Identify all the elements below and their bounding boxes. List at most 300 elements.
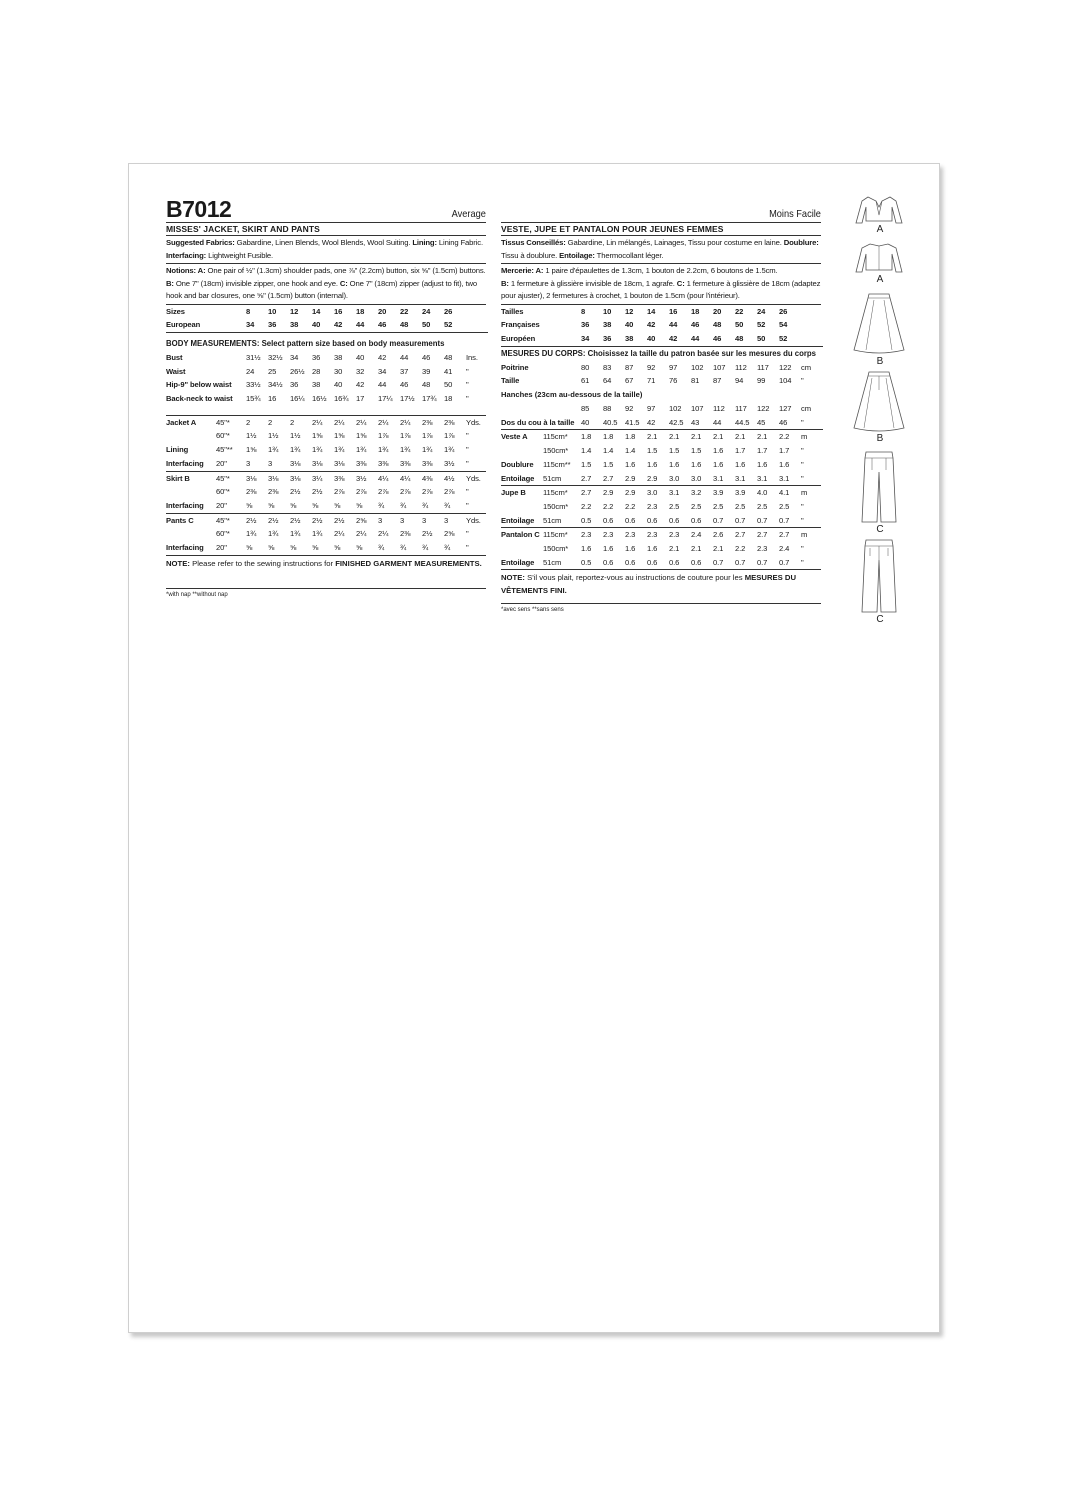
table-cell: " [801, 416, 823, 430]
notions-c-text: One 7" (18cm) zipper (adjust to fit), two hook and bar closures, one ⅝" (1.5cm) button (internal). [166, 278, 477, 300]
table-cell: " [466, 487, 469, 497]
table-cell: 20 [378, 306, 387, 316]
table-cell: 20" [216, 541, 246, 555]
table-cell: " [801, 376, 804, 386]
table-cell: 38 [334, 352, 343, 362]
table-cell: 3⅛ [246, 473, 257, 483]
table-cell: 2.1 [735, 432, 746, 442]
table-cell: m [801, 432, 808, 442]
figure-label-a: A [876, 224, 884, 235]
table-cell: 2.2 [603, 501, 614, 511]
notions-b-text: One 7" (18cm) invisible zipper, one hook and eye. [175, 278, 338, 288]
table-cell: 40 [581, 416, 603, 430]
pattern-title: MISSES' JACKET, SKIRT AND PANTS [166, 223, 486, 236]
table-cell: 45"* [216, 473, 230, 483]
table-cell: 3⅜ [422, 457, 444, 471]
table-cell: 3½ [356, 473, 367, 483]
table-cell: 0.6 [603, 514, 625, 528]
table-cell: 150cm* [543, 446, 569, 456]
table-cell: " [466, 380, 469, 390]
notions-a-text: One pair of ½" (1.3cm) shoulder pads, one ⅞" (2.2cm) button, six ⅝" (1.5cm) buttons. [207, 266, 486, 275]
table-cell: 0.6 [669, 514, 691, 528]
table-cell: 2.2 [625, 501, 636, 511]
notions-b-text-fr: 1 fermeture à glissière invisible de 18cm, 1 agrafe. [510, 278, 675, 288]
table-cell: " [466, 366, 469, 376]
table-cell: 1⅞ [422, 431, 433, 441]
table-cell: 1.7 [735, 446, 746, 456]
table-row [166, 365, 488, 379]
notions-paragraph-fr [501, 264, 821, 305]
table-cell: 1⅝ [356, 431, 367, 441]
table-cell: 2.1 [757, 432, 768, 442]
fabrics-paragraph [166, 236, 486, 264]
table-cell [166, 429, 216, 443]
table-cell: ⅝ [356, 499, 378, 513]
table-row [501, 318, 823, 332]
table-cell: 1.6 [779, 459, 790, 469]
table-cell: 45"* [216, 417, 230, 427]
table-cell: 1⅞ [378, 431, 389, 441]
table-cell: 2½ [246, 515, 257, 525]
table-cell: ¾ [378, 499, 400, 513]
difficulty-level-fr: Moins Facile [769, 208, 821, 220]
table-cell: 2.6 [713, 530, 724, 540]
table-cell: 2.7 [603, 472, 625, 486]
table-cell: 3.1 [735, 472, 757, 486]
table-row [501, 472, 821, 486]
table-cell: " [466, 457, 486, 471]
table-cell: Skirt B [166, 473, 190, 483]
table-cell: 36 [312, 352, 321, 362]
table-cell: 44 [691, 333, 700, 343]
table-cell: 2.9 [625, 472, 647, 486]
table-cell: 16 [268, 394, 277, 404]
english-column [166, 196, 486, 598]
table-cell: 3¼ [312, 473, 323, 483]
table-cell: 1¾ [290, 445, 301, 455]
table-cell: 1.6 [603, 544, 614, 554]
table-cell: " [801, 501, 804, 511]
table-cell: 32½ [268, 352, 283, 362]
table-cell: 2¼ [312, 417, 323, 427]
table-cell: 1.8 [625, 432, 636, 442]
table-cell: Back-neck to waist [166, 394, 233, 404]
table-cell: 38 [603, 320, 612, 330]
table-cell: 44 [356, 320, 365, 330]
table-cell: 1½ [290, 431, 301, 441]
table-cell: 42 [647, 320, 656, 330]
table-cell: 115cm** [543, 459, 571, 469]
size-table-fr [501, 305, 823, 347]
table-cell: 2½ [268, 515, 279, 525]
table-cell: 50 [444, 380, 453, 390]
table-cell: 3 [246, 457, 268, 471]
table-cell: 1¾ [422, 445, 433, 455]
table-cell: 1¾ [444, 445, 455, 455]
table-cell: 1.6 [691, 459, 702, 469]
table-cell: 3.9 [735, 488, 746, 498]
table-cell: 0.7 [713, 514, 735, 528]
table-cell: ¾ [444, 499, 466, 513]
table-cell: 2½ [312, 515, 323, 525]
table-cell: ⅝ [290, 541, 312, 555]
table-cell: ¾ [444, 541, 466, 555]
table-cell: 97 [647, 404, 656, 414]
table-row [501, 542, 821, 556]
flared-skirt-back-icon [852, 370, 906, 432]
table-cell: 2.1 [647, 432, 658, 442]
table-cell: 112 [735, 362, 747, 372]
table-cell: 45 [757, 416, 779, 430]
table-cell: Sizes [166, 306, 185, 316]
table-cell: 1.6 [647, 459, 658, 469]
table-cell: 51cm [543, 472, 581, 486]
table-row [501, 332, 823, 346]
table-cell: Tailles [501, 306, 524, 316]
table-cell: 1¾ [290, 529, 301, 539]
fabrics-label-fr: Tissus Conseillés: [501, 238, 566, 247]
table-cell: " [801, 446, 804, 456]
table-cell: 117 [735, 404, 747, 414]
pattern-title-fr: VESTE, JUPE ET PANTALON POUR JEUNES FEMMES [501, 223, 821, 236]
table-cell: 34 [290, 352, 299, 362]
table-cell: 0.7 [713, 556, 735, 570]
table-cell [166, 527, 216, 541]
table-cell: Pantalon C [501, 530, 540, 540]
table-cell: 1.7 [779, 446, 790, 456]
table-cell: 12 [290, 306, 299, 316]
difficulty-level: Average [451, 208, 486, 220]
table-cell: Taille [501, 376, 520, 386]
table-cell: 0.5 [581, 514, 603, 528]
table-cell: 2⅜ [268, 487, 279, 497]
table-cell: 38 [625, 333, 634, 343]
table-cell: 17¼ [378, 394, 393, 404]
figure-label-a-back: A [876, 274, 884, 285]
table-cell: 115cm* [543, 530, 568, 540]
table-cell: 1¾ [268, 529, 279, 539]
table-row [501, 430, 821, 444]
table-cell: 12 [625, 306, 634, 316]
table-cell [501, 444, 543, 458]
table-cell: 2.3 [757, 544, 768, 554]
table-cell: Yds. [466, 417, 481, 427]
table-cell: Interfacing [166, 499, 216, 513]
table-row [166, 443, 486, 457]
table-row [166, 351, 488, 365]
table-row [501, 528, 821, 542]
table-cell: 50 [757, 333, 766, 343]
table-cell: 24 [422, 306, 431, 316]
table-cell: 36 [268, 320, 277, 330]
table-cell: 3⅛ [268, 473, 279, 483]
table-cell: 1.7 [757, 446, 768, 456]
table-cell: " [466, 529, 469, 539]
table-cell: 24 [757, 306, 766, 316]
table-cell: 4.0 [757, 488, 768, 498]
table-cell: 40.5 [603, 416, 625, 430]
table-cell: 2.5 [713, 501, 724, 511]
table-cell: 94 [735, 376, 744, 386]
table-cell: 2¼ [334, 529, 345, 539]
table-cell: 2.7 [779, 530, 790, 540]
table-cell: 1.6 [581, 544, 592, 554]
table-row [501, 500, 821, 514]
table-cell: 16½ [312, 394, 327, 404]
table-cell: ⅝ [268, 541, 290, 555]
table-cell: 41.5 [625, 416, 647, 430]
table-cell: " [466, 499, 486, 513]
table-cell: 28 [312, 366, 321, 376]
table-cell: " [801, 472, 821, 486]
table-cell: Entoilage [501, 556, 543, 570]
body-measurements-table [166, 351, 488, 406]
table-cell: Dos du cou à la taille [501, 416, 581, 430]
table-cell: 38 [290, 320, 299, 330]
table-cell: 0.6 [669, 556, 691, 570]
table-cell: 2⅞ [422, 487, 433, 497]
table-cell: 2.7 [735, 530, 746, 540]
table-cell: 2⅞ [334, 487, 345, 497]
table-cell: 25 [268, 366, 277, 376]
table-cell: 0.7 [779, 514, 801, 528]
table-cell: 14 [312, 306, 321, 316]
table-cell: ¾ [400, 541, 422, 555]
table-cell: 2¼ [356, 417, 367, 427]
table-cell: 2 [268, 417, 273, 427]
table-cell: 46 [691, 320, 700, 330]
table-cell: 2⅝ [444, 529, 455, 539]
table-cell: 48 [713, 320, 722, 330]
table-cell: 122 [757, 404, 770, 414]
table-cell: 3.2 [691, 488, 702, 498]
wide-pants-back-icon [852, 538, 906, 614]
table-cell: ⅝ [312, 499, 334, 513]
table-cell: 1¾ [334, 445, 345, 455]
table-cell [501, 542, 543, 556]
table-cell: 3⅜ [378, 457, 400, 471]
table-cell: 2.5 [757, 501, 768, 511]
table-cell: 61 [581, 376, 590, 386]
table-cell: 44 [400, 352, 409, 362]
table-cell: 36 [290, 380, 299, 390]
table-cell: 2½ [290, 515, 301, 525]
table-cell: Européen [501, 333, 536, 343]
interfacing-label: Interfacing: [166, 250, 207, 260]
table-cell: 16¼ [290, 394, 305, 404]
table-cell: Interfacing [166, 541, 216, 555]
table-cell: 85 [581, 404, 590, 414]
table-cell: 60"* [216, 529, 230, 539]
table-cell: 2.3 [625, 530, 636, 540]
table-cell: 44 [669, 320, 678, 330]
table-cell: 34 [581, 333, 590, 343]
table-row [166, 416, 486, 430]
table-cell: 2.1 [713, 432, 724, 442]
table-cell: " [466, 541, 486, 555]
table-cell: 2.3 [647, 530, 658, 540]
table-cell: ¾ [378, 541, 400, 555]
table-cell: 1.6 [713, 459, 724, 469]
table-cell: 92 [625, 404, 634, 414]
table-cell: 2⅝ [356, 515, 367, 525]
table-cell: 3⅜ [400, 457, 422, 471]
table-cell: Jupe B [501, 488, 526, 498]
table-cell: 3.1 [713, 472, 735, 486]
table-row [166, 485, 486, 499]
table-cell: 1.6 [713, 446, 724, 456]
notions-paragraph [166, 264, 486, 305]
notions-label: Notions: A: [166, 266, 206, 275]
table-cell: 18 [444, 394, 453, 404]
table-cell: 2½ [312, 487, 323, 497]
table-cell: 87 [625, 362, 634, 372]
table-cell: 1.6 [647, 544, 658, 554]
table-cell: 92 [647, 362, 656, 372]
table-cell: 46 [713, 333, 722, 343]
table-cell: 1½ [268, 431, 279, 441]
table-cell: Jacket A [166, 417, 197, 427]
table-cell: 2.7 [581, 488, 592, 498]
table-cell: 1¾ [312, 445, 323, 455]
table-cell: 2½ [334, 515, 345, 525]
table-cell: 3⅜ [356, 457, 378, 471]
table-cell: ⅝ [356, 541, 378, 555]
table-cell: 26½ [290, 366, 305, 376]
table-cell: 0.5 [581, 556, 603, 570]
table-cell: 32 [356, 366, 365, 376]
table-cell: ⅝ [268, 499, 290, 513]
table-cell: Françaises [501, 320, 540, 330]
table-row [166, 541, 486, 555]
figure-label-b: B [876, 356, 884, 367]
table-cell: 45"** [216, 445, 233, 455]
note-fr [501, 570, 821, 597]
table-cell: Bust [166, 352, 183, 362]
table-cell: 4¼ [400, 473, 411, 483]
table-cell: 1⅝ [246, 445, 257, 455]
table-cell: 0.6 [691, 556, 713, 570]
table-cell: 2.3 [647, 501, 658, 511]
fabrics-label: Suggested Fabrics: [166, 238, 235, 247]
table-cell: 2 [246, 417, 251, 427]
table-cell: ⅝ [334, 499, 356, 513]
table-cell: 33½ [246, 380, 261, 390]
table-cell: 88 [603, 404, 612, 414]
hip-back-table-fr [501, 402, 823, 430]
table-cell: 2.5 [735, 501, 746, 511]
table-cell: 1.8 [603, 432, 614, 442]
table-cell: 122 [779, 362, 792, 372]
table-cell: 3.0 [691, 472, 713, 486]
table-cell: 2¼ [378, 529, 389, 539]
table-cell: ¾ [422, 541, 444, 555]
table-cell: 107 [713, 362, 726, 372]
table-cell: 18 [356, 306, 365, 316]
interfacing-text: Lightweight Fusible. [208, 250, 274, 260]
table-cell: 17¾ [422, 394, 437, 404]
table-cell [166, 485, 216, 499]
notions-c-text-fr: 1 fermeture à glissière de 18cm (adaptez pour ajuster), 2 fermetures à crochet, 1 bouton de 1.5cm (pour l'intérieur). [501, 278, 821, 300]
table-cell: 2.3 [581, 530, 592, 540]
table-cell: 39 [422, 366, 431, 376]
table-cell: 3⅜ [334, 473, 345, 483]
table-cell: Doublure [501, 459, 534, 469]
table-cell: 50 [735, 320, 744, 330]
table-cell: ⅝ [290, 499, 312, 513]
table-cell: 0.6 [603, 556, 625, 570]
table-cell: 20" [216, 457, 246, 471]
table-cell: 1.5 [669, 446, 680, 456]
table-cell: 10 [268, 306, 277, 316]
table-cell: 3½ [444, 457, 466, 471]
table-cell: 127 [779, 404, 792, 414]
body-measurements-heading: BODY MEASUREMENTS: Select pattern size based on body measurements [166, 338, 445, 348]
table-cell [501, 402, 581, 416]
table-cell: 34 [378, 366, 387, 376]
table-cell: 1½ [246, 431, 257, 441]
table-cell: 76 [669, 376, 678, 386]
table-cell: 36 [581, 320, 590, 330]
table-cell: 46 [400, 380, 409, 390]
table-cell: 0.7 [735, 556, 757, 570]
table-row [501, 556, 821, 570]
table-row [166, 318, 488, 332]
table-row [166, 429, 486, 443]
table-cell: Poitrine [501, 362, 529, 372]
table-cell: 102 [691, 362, 704, 372]
hip-label-fr: Hanches (23cm au-dessous de la taille) [501, 390, 643, 400]
table-cell: 3.1 [669, 488, 680, 498]
table-cell: 52 [779, 333, 788, 343]
table-cell: Ins. [466, 352, 478, 362]
table-cell: 1.6 [669, 459, 680, 469]
lining-label: Lining: [412, 238, 437, 247]
table-cell: 64 [603, 376, 612, 386]
note [166, 556, 486, 571]
table-cell: 2.2 [779, 432, 790, 442]
table-cell: 8 [581, 306, 586, 316]
table-cell: 2.3 [603, 530, 614, 540]
pattern-code: B7012 [166, 196, 232, 222]
table-cell: 46 [422, 352, 431, 362]
fabrics-text: Gabardine, Linen Blends, Wool Blends, Wool Suiting. [236, 238, 411, 247]
cropped-jacket-back-icon [852, 242, 906, 274]
table-cell: 40 [356, 352, 365, 362]
lining-text: Lining Fabric. [438, 238, 483, 247]
table-cell: 37 [400, 366, 409, 376]
table-cell: Veste A [501, 432, 528, 442]
table-cell: 1¾ [378, 445, 389, 455]
table-cell: 50 [422, 320, 431, 330]
table-cell: 0.6 [625, 514, 647, 528]
table-cell: 0.7 [735, 514, 757, 528]
table-row [501, 374, 823, 388]
table-cell: 44 [378, 380, 387, 390]
table-cell: 2.2 [581, 501, 592, 511]
table-row [166, 527, 486, 541]
table-cell: 117 [757, 362, 769, 372]
table-cell: 2⅞ [444, 487, 455, 497]
table-cell: 3.0 [647, 488, 658, 498]
table-cell: 1⅝ [334, 431, 345, 441]
table-cell: 102 [669, 404, 682, 414]
table-cell: 48 [735, 333, 744, 343]
table-cell: Waist [166, 366, 186, 376]
table-cell: ⅝ [312, 541, 334, 555]
table-cell: 2⅞ [356, 487, 367, 497]
table-row [166, 457, 486, 471]
